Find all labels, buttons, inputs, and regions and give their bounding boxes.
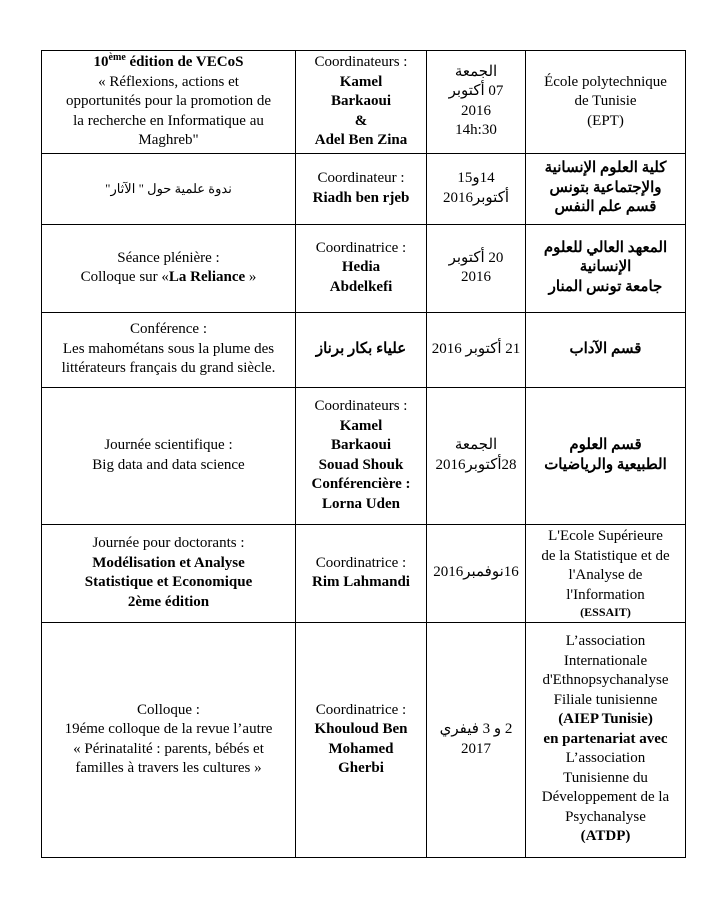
- date-cell: [427, 224, 526, 312]
- event-line: Colloque sur «La Reliance »: [80, 269, 257, 285]
- event-line: 19éme colloque de la revue l’autre: [64, 721, 273, 737]
- date-line: 2016: [461, 102, 491, 119]
- place-acronym: (ESSAIT): [580, 605, 631, 619]
- speaker-name: Lorna Uden: [322, 495, 400, 512]
- table-row: [42, 387, 686, 524]
- event-cell: [42, 51, 296, 154]
- event-line: Modélisation et Analyse: [92, 554, 245, 571]
- date-cell: [427, 312, 526, 387]
- place-line: Tunisienne du: [563, 769, 648, 786]
- place-line: l'Analyse de: [568, 567, 643, 583]
- coordinator-name: Rim Lahmandi: [312, 574, 410, 590]
- place-line: (AIEP Tunisie): [558, 711, 653, 728]
- coordinator-cell: [296, 524, 427, 622]
- place-line: L’association: [565, 633, 646, 650]
- date-cell: [427, 622, 526, 857]
- place-line: كلية العلوم الإنسانية: [544, 160, 667, 177]
- date-cell: [427, 51, 526, 154]
- coordinator-label: Coordinatrice :: [315, 239, 407, 256]
- place-line: l'Information: [566, 586, 645, 603]
- place-line: قسم العلوم: [569, 437, 642, 453]
- table-row: [42, 153, 686, 224]
- event-line: Les mahométans sous la plume des: [62, 340, 275, 357]
- coordinator-cell: [296, 622, 427, 857]
- table-row: [42, 51, 686, 154]
- date-line: 16نوفمبر2016: [433, 564, 519, 581]
- coordinator-name: علياء بكار برناز: [315, 340, 407, 357]
- event-cell: [42, 153, 296, 224]
- place-line: (ATDP): [580, 828, 631, 845]
- coordinator-name: Adel Ben Zina: [314, 132, 408, 148]
- date-line: 2 و 3 فيفري: [439, 721, 513, 737]
- table-row: [42, 224, 686, 312]
- date-cell: [427, 387, 526, 524]
- event-line: Conférence :: [129, 321, 208, 338]
- event-line: Journée pour doctorants :: [92, 535, 245, 551]
- event-cell: [42, 524, 296, 622]
- place-line: École polytechnique: [544, 73, 667, 90]
- coordinator-cell: [296, 153, 427, 224]
- place-line: والإجتماعية بتونس: [549, 179, 662, 196]
- coordinator-label: Coordinatrice :: [315, 554, 407, 571]
- event-line: Maghreb": [138, 132, 199, 148]
- coordinator-cell: [296, 312, 427, 387]
- coordinator-label: Coordinatrice :: [315, 701, 407, 718]
- place-line: جامعة تونس المنار: [548, 278, 663, 295]
- coordinator-cell: [296, 224, 427, 312]
- coordinator-label: Coordinateurs :: [314, 54, 408, 70]
- place-cell: [526, 312, 686, 387]
- place-cell: [526, 387, 686, 524]
- event-line: familles à travers les cultures »: [75, 760, 262, 776]
- event-line: Journée scientifique :: [104, 437, 233, 453]
- event-line: la recherche en Informatique au: [73, 112, 264, 129]
- place-cell: [526, 524, 686, 622]
- place-cell: [526, 153, 686, 224]
- place-line: d'Ethnopsychanalyse: [542, 672, 669, 689]
- event-cell: [42, 312, 296, 387]
- place-line: Psychanalyse: [565, 808, 646, 825]
- date-line: 28أكتوبر2016: [435, 456, 517, 473]
- place-line: الإنسانية: [579, 259, 632, 276]
- place-line: (EPT): [587, 112, 624, 129]
- date-line: 20 أكتوبر: [448, 249, 504, 266]
- place-line: L’association: [565, 750, 646, 767]
- place-line: de la Statistique et de: [541, 547, 670, 564]
- place-line: en partenariat avec: [543, 730, 668, 747]
- coordinator-name: Kamel: [339, 417, 383, 434]
- place-line: de Tunisie: [574, 93, 637, 109]
- event-line: Statistique et Economique: [84, 574, 253, 590]
- place-cell: [526, 51, 686, 154]
- date-line: الجمعة: [454, 63, 498, 80]
- event-title: 10ème édition de VECoS: [93, 52, 244, 70]
- coordinator-label: Coordinateur :: [317, 170, 405, 186]
- date-line: أكتوبر2016: [442, 189, 510, 206]
- events-table: [41, 50, 686, 858]
- date-line: 2017: [461, 740, 491, 757]
- event-line: Séance plénière :: [117, 249, 220, 266]
- table-row: [42, 622, 686, 857]
- date-cell: [427, 153, 526, 224]
- coordinator-name: Abdelkefi: [329, 278, 393, 295]
- place-line: L'Ecole Supérieure: [548, 528, 663, 544]
- coordinator-label: Coordinateurs :: [314, 398, 408, 414]
- coordinator-name: Souad Shouk: [318, 456, 404, 473]
- date-line: الجمعة: [454, 437, 498, 453]
- coordinator-cell: [296, 387, 427, 524]
- coordinator-name: Mohamed: [328, 740, 394, 757]
- date-line: 14h:30: [455, 122, 497, 139]
- coordinator-cell: [296, 51, 427, 154]
- event-line: Big data and data science: [92, 456, 245, 473]
- event-cell: [42, 622, 296, 857]
- coordinator-name: Gherbi: [338, 760, 384, 776]
- place-line: المعهد العالي للعلوم: [543, 239, 668, 256]
- place-cell: [526, 224, 686, 312]
- coordinator-name: Hedia: [341, 259, 381, 276]
- date-line: 21 أكتوبر 2016: [431, 340, 521, 357]
- event-cell: [42, 224, 296, 312]
- coordinator-name: Barkaoui: [330, 437, 391, 453]
- place-line: Filiale tunisienne: [553, 691, 658, 708]
- event-line: ندوة علمية حول " الآثار": [105, 180, 232, 196]
- event-line: Colloque :: [137, 701, 200, 718]
- event-line: « Réflexions, actions et: [98, 73, 239, 90]
- event-line: littérateurs français du grand siècle.: [61, 360, 276, 377]
- place-line: الطبيعية والرياضيات: [544, 456, 667, 473]
- coordinator-name: Khouloud Ben: [314, 721, 408, 737]
- place-line: Internationale: [563, 652, 648, 669]
- event-line: opportunités pour la promotion de: [66, 93, 271, 109]
- table-row: [42, 524, 686, 622]
- coordinator-name: Riadh ben rjeb: [312, 189, 410, 206]
- event-line: 2ème édition: [127, 593, 210, 610]
- event-line: « Périnatalité : parents, bébés et: [73, 740, 264, 757]
- event-cell: [42, 387, 296, 524]
- place-line: Développement de la: [541, 789, 670, 806]
- speaker-label: Conférencière :: [311, 476, 411, 492]
- date-cell: [427, 524, 526, 622]
- coordinator-name: Kamel: [339, 73, 383, 90]
- coordinator-name: &: [354, 112, 368, 129]
- date-line: 2016: [461, 269, 491, 285]
- table-row: [42, 312, 686, 387]
- coordinator-name: Barkaoui: [330, 93, 391, 109]
- place-cell: [526, 622, 686, 857]
- date-line: 14و15: [457, 170, 495, 186]
- place-line: قسم علم النفس: [554, 199, 657, 216]
- place-line: قسم الآداب: [569, 340, 642, 357]
- date-line: 07 أكتوبر: [448, 83, 504, 100]
